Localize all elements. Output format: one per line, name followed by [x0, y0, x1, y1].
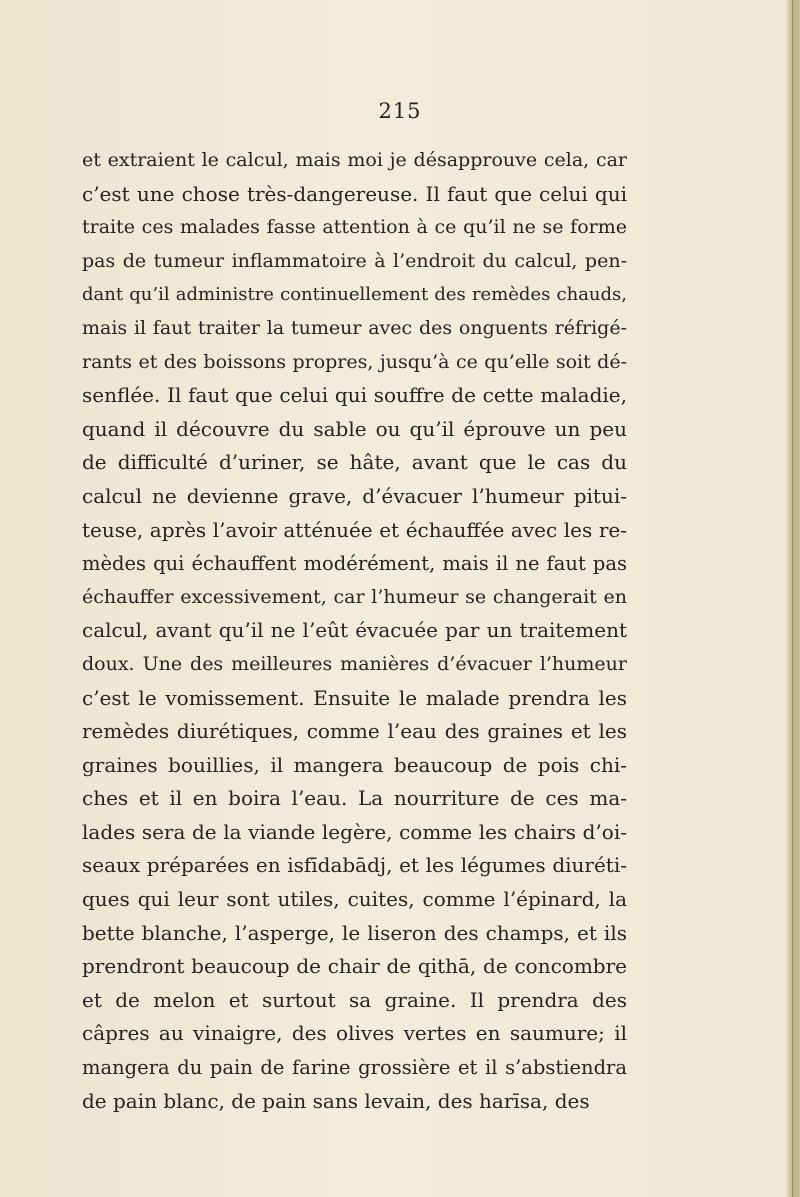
text-line: mangera du pain de farine grossière et il s’abstiendra — [82, 1056, 627, 1080]
text-line: doux. Une des meilleures manières d’évacuer l’humeur — [82, 652, 627, 675]
text-line: c’est une chose très-dangereuse. Il faut que celui qui — [82, 181, 627, 206]
text-line: pas de tumeur inflammatoire à l’endroit du calcul, pen- — [82, 249, 627, 272]
page-number: 215 — [378, 99, 422, 123]
text-line: calcul, avant qu’il ne l’eût évacuée par un traitement — [82, 618, 627, 643]
text-line: seaux préparées en isfīdabādj, et les légumes diuréti- — [82, 853, 627, 878]
text-line: remèdes diurétiques, comme l’eau des graines et les — [82, 719, 627, 744]
text-line: et extraient le calcul, mais moi je désapprouve cela, car — [82, 149, 627, 171]
text-line: prendront beaucoup de chair de qithā, de concombre — [82, 954, 627, 979]
text-line: rants et des boissons propres, jusqu’à ce qu’elle soit dé- — [82, 350, 627, 373]
text-line: de pain blanc, de pain sans levain, des harīsa, des — [82, 1088, 590, 1113]
text-line: câpres au vinaigre, des olives vertes en saumure; il — [82, 1021, 627, 1046]
text-line: calcul ne devienne grave, d’évacuer l’humeur pitui- — [82, 483, 627, 508]
text-line: dant qu’il administre continuellement des remèdes chauds, — [82, 284, 627, 306]
text-line: de difficulté d’uriner, se hâte, avant que le cas du — [82, 450, 627, 475]
text-line: et de melon et surtout sa graine. Il prendra des — [82, 987, 627, 1012]
text-line: ches et il en boira l’eau. La nourriture de ces ma- — [82, 786, 627, 811]
text-line: traite ces malades fasse attention à ce qu’il ne se forme — [82, 216, 627, 239]
text-line: échauffer excessivement, car l’humeur se changerait en — [82, 585, 627, 608]
text-line: quand il découvre du sable ou qu’il éprouve un peu — [82, 416, 627, 441]
text-line: ques qui leur sont utiles, cuites, comme l’épinard, la — [82, 887, 627, 912]
text-line: teuse, après l’avoir atténuée et échauffée avec les re- — [82, 517, 627, 542]
text-line: graines bouillies, il mangera beaucoup de pois chi- — [82, 752, 627, 777]
text-line: bette blanche, l’asperge, le liseron des champs, et ils — [82, 920, 627, 945]
page-edge-line — [792, 0, 793, 1197]
text-line: senflée. Il faut que celui qui souffre de cette maladie, — [82, 383, 627, 408]
text-line: c’est le vomissement. Ensuite le malade prendra les — [82, 685, 627, 710]
body-text — [82, 144, 627, 1118]
text-line: mèdes qui échauffent modérément, mais il ne faut pas — [82, 552, 627, 576]
text-line: mais il faut traiter la tumeur avec des onguents réfrigé- — [82, 316, 627, 339]
page-edge-shadow — [786, 0, 800, 1197]
text-line: lades sera de la viande legère, comme les chairs d’oi- — [82, 819, 627, 844]
